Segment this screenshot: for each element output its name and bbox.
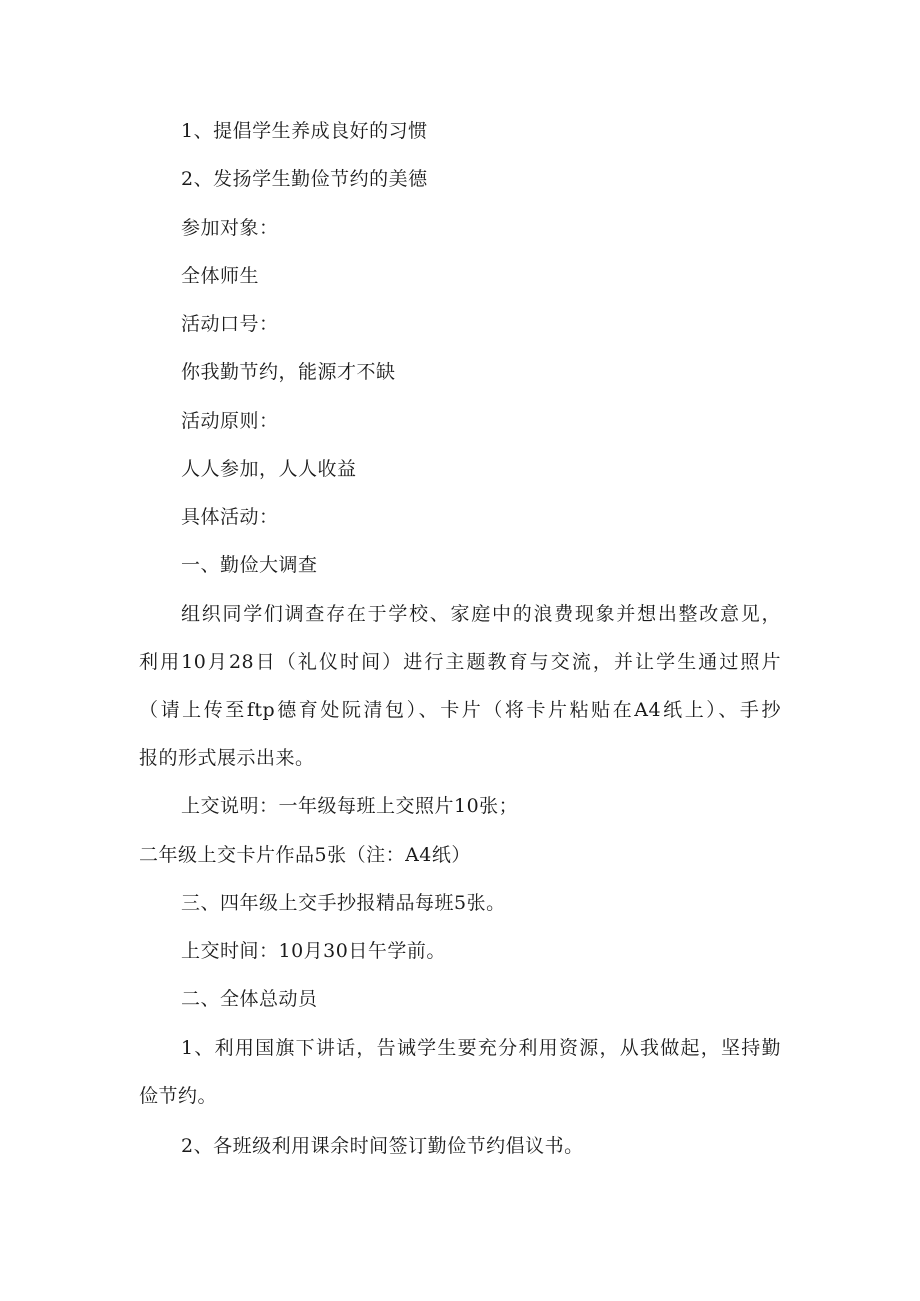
principle-heading: 活动原则： xyxy=(181,410,279,432)
paragraph-line: （请上传至ftp德育处阮清包）、卡片（将卡片粘贴在A4纸上）、手抄 xyxy=(139,699,781,721)
paragraph-line: 利用10月28日（礼仪时间）进行主题教育与交流，并让学生通过照片 xyxy=(139,651,781,673)
activities-heading: 具体活动： xyxy=(181,506,279,528)
list-item: 2、各班级利用课余时间签订勤俭节约倡议书。 xyxy=(181,1135,584,1157)
goal-item-2: 2、发扬学生勤俭节约的美德 xyxy=(181,168,428,190)
participants-text: 全体师生 xyxy=(181,265,260,287)
submission-note-2: 二年级上交卡片作品5张（注：A4纸） xyxy=(139,844,471,866)
slogan-heading: 活动口号： xyxy=(181,313,279,335)
goal-item-1: 1、提倡学生养成良好的习惯 xyxy=(181,120,428,142)
submission-note-3: 三、四年级上交手抄报精品每班5张。 xyxy=(181,892,506,914)
paragraph-line: 俭节约。 xyxy=(139,1085,218,1107)
slogan-text: 你我勤节约，能源才不缺 xyxy=(181,361,396,383)
paragraph-line: 1、利用国旗下讲话，告诫学生要充分利用资源，从我做起，坚持勤 xyxy=(181,1037,781,1059)
paragraph-line: 报的形式展示出来。 xyxy=(139,747,315,769)
submission-deadline: 上交时间：10月30日午学前。 xyxy=(181,940,446,962)
paragraph-line: 组织同学们调查存在于学校、家庭中的浪费现象并想出整改意见， xyxy=(181,603,781,625)
section-heading-1: 一、勤俭大调查 xyxy=(181,554,318,576)
principle-text: 人人参加，人人收益 xyxy=(181,458,357,480)
submission-note-1: 上交说明：一年级每班上交照片10张； xyxy=(181,795,519,817)
participants-heading: 参加对象： xyxy=(181,217,279,239)
section-heading-2: 二、全体总动员 xyxy=(181,988,318,1010)
